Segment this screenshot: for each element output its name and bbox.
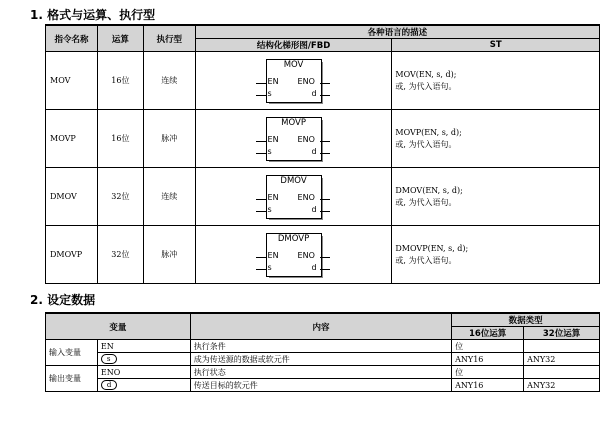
pin-d: d (311, 262, 317, 272)
st-note: 或, 为代入语句。 (395, 255, 457, 265)
type-16: ANY16 (452, 379, 524, 392)
type-16: 位 (452, 340, 524, 353)
type-16: 位 (452, 366, 524, 379)
var-name (97, 353, 190, 366)
op-bits: 32位 (97, 168, 143, 226)
pin-s: s (267, 262, 272, 272)
st-statement: DMOV(EN, s, d); (395, 185, 463, 195)
exec-type: 脉冲 (143, 110, 195, 168)
pin-d: d (311, 88, 317, 98)
st-note: 或, 为代入语句。 (395, 139, 457, 149)
table-row (46, 110, 600, 168)
function-block (254, 232, 334, 278)
pin-en: EN (267, 192, 279, 202)
pin-en: EN (267, 134, 279, 144)
fb-name: MOVP (281, 117, 306, 128)
operand-oval: d (101, 380, 117, 390)
header-dtype: 数据类型 (452, 313, 600, 327)
table-row (46, 379, 600, 392)
pin-eno: ENO (297, 134, 315, 144)
table-row (46, 168, 600, 226)
fb-name: DMOVP (277, 233, 310, 244)
st-note: 或, 为代入语句。 (395, 81, 457, 91)
pin-eno: ENO (297, 192, 315, 202)
header-var: 变量 (46, 313, 191, 340)
instr-name: DMOVP (46, 226, 98, 284)
header-st: ST (392, 39, 600, 52)
exec-type: 连续 (143, 168, 195, 226)
st-statement: DMOVP(EN, s, d); (395, 243, 469, 253)
section-title-format: 1. 格式与运算、执行型 (30, 8, 156, 22)
st-cell (392, 168, 600, 226)
header-exec: 执行型 (143, 25, 195, 52)
header-32bit: 32位运算 (524, 327, 600, 340)
header-fbd: 结构化梯形图/FBD (195, 39, 392, 52)
pin-d: d (311, 204, 317, 214)
table-row (46, 226, 600, 284)
st-cell (392, 52, 600, 110)
fb-name: DMOV (280, 175, 307, 186)
op-bits: 32位 (97, 226, 143, 284)
function-block (254, 174, 334, 220)
op-bits: 16位 (97, 110, 143, 168)
fbd-cell (195, 168, 392, 226)
instr-name: MOVP (46, 110, 98, 168)
table-row (46, 52, 600, 110)
pin-d: d (311, 146, 317, 156)
type-32 (524, 340, 600, 353)
instr-name: DMOV (46, 168, 98, 226)
section-title-settings: 2. 设定数据 (30, 293, 96, 307)
pin-eno: ENO (297, 76, 315, 86)
fbd-cell (195, 52, 392, 110)
var-name: EN (97, 340, 190, 353)
operand-oval: s (101, 354, 117, 364)
header-op: 运算 (97, 25, 143, 52)
st-statement: MOVP(EN, s, d); (395, 127, 462, 137)
type-32 (524, 366, 600, 379)
header-content: 内容 (190, 313, 451, 340)
fbd-cell (195, 110, 392, 168)
pin-s: s (267, 88, 272, 98)
var-content: 执行状态 (190, 366, 451, 379)
st-cell (392, 226, 600, 284)
var-content: 成为传送源的数据或软元件 (190, 353, 451, 366)
header-16bit: 16位运算 (452, 327, 524, 340)
type-32: ANY32 (524, 353, 600, 366)
function-block (254, 58, 334, 104)
st-note: 或, 为代入语句。 (395, 197, 457, 207)
fb-name: MOV (283, 59, 304, 70)
instr-name: MOV (46, 52, 98, 110)
var-content: 传送目标的软元件 (190, 379, 451, 392)
fbd-cell (195, 226, 392, 284)
exec-type: 脉冲 (143, 226, 195, 284)
type-16: ANY16 (452, 353, 524, 366)
table-row (46, 366, 600, 379)
pin-en: EN (267, 76, 279, 86)
var-group: 输入变量 (46, 340, 98, 366)
var-group: 输出变量 (46, 366, 98, 392)
header-desc: 各种语言的描述 (195, 25, 599, 39)
type-32: ANY32 (524, 379, 600, 392)
table-row (46, 340, 600, 353)
settings-table (45, 312, 600, 392)
exec-type: 连续 (143, 52, 195, 110)
format-table (45, 24, 600, 284)
function-block (254, 116, 334, 162)
pin-s: s (267, 146, 272, 156)
var-content: 执行条件 (190, 340, 451, 353)
pin-eno: ENO (297, 250, 315, 260)
var-name: ENO (97, 366, 190, 379)
st-statement: MOV(EN, s, d); (395, 69, 457, 79)
var-name (97, 379, 190, 392)
op-bits: 16位 (97, 52, 143, 110)
pin-en: EN (267, 250, 279, 260)
header-instr: 指令名称 (46, 25, 98, 52)
table-row (46, 353, 600, 366)
pin-s: s (267, 204, 272, 214)
st-cell (392, 110, 600, 168)
